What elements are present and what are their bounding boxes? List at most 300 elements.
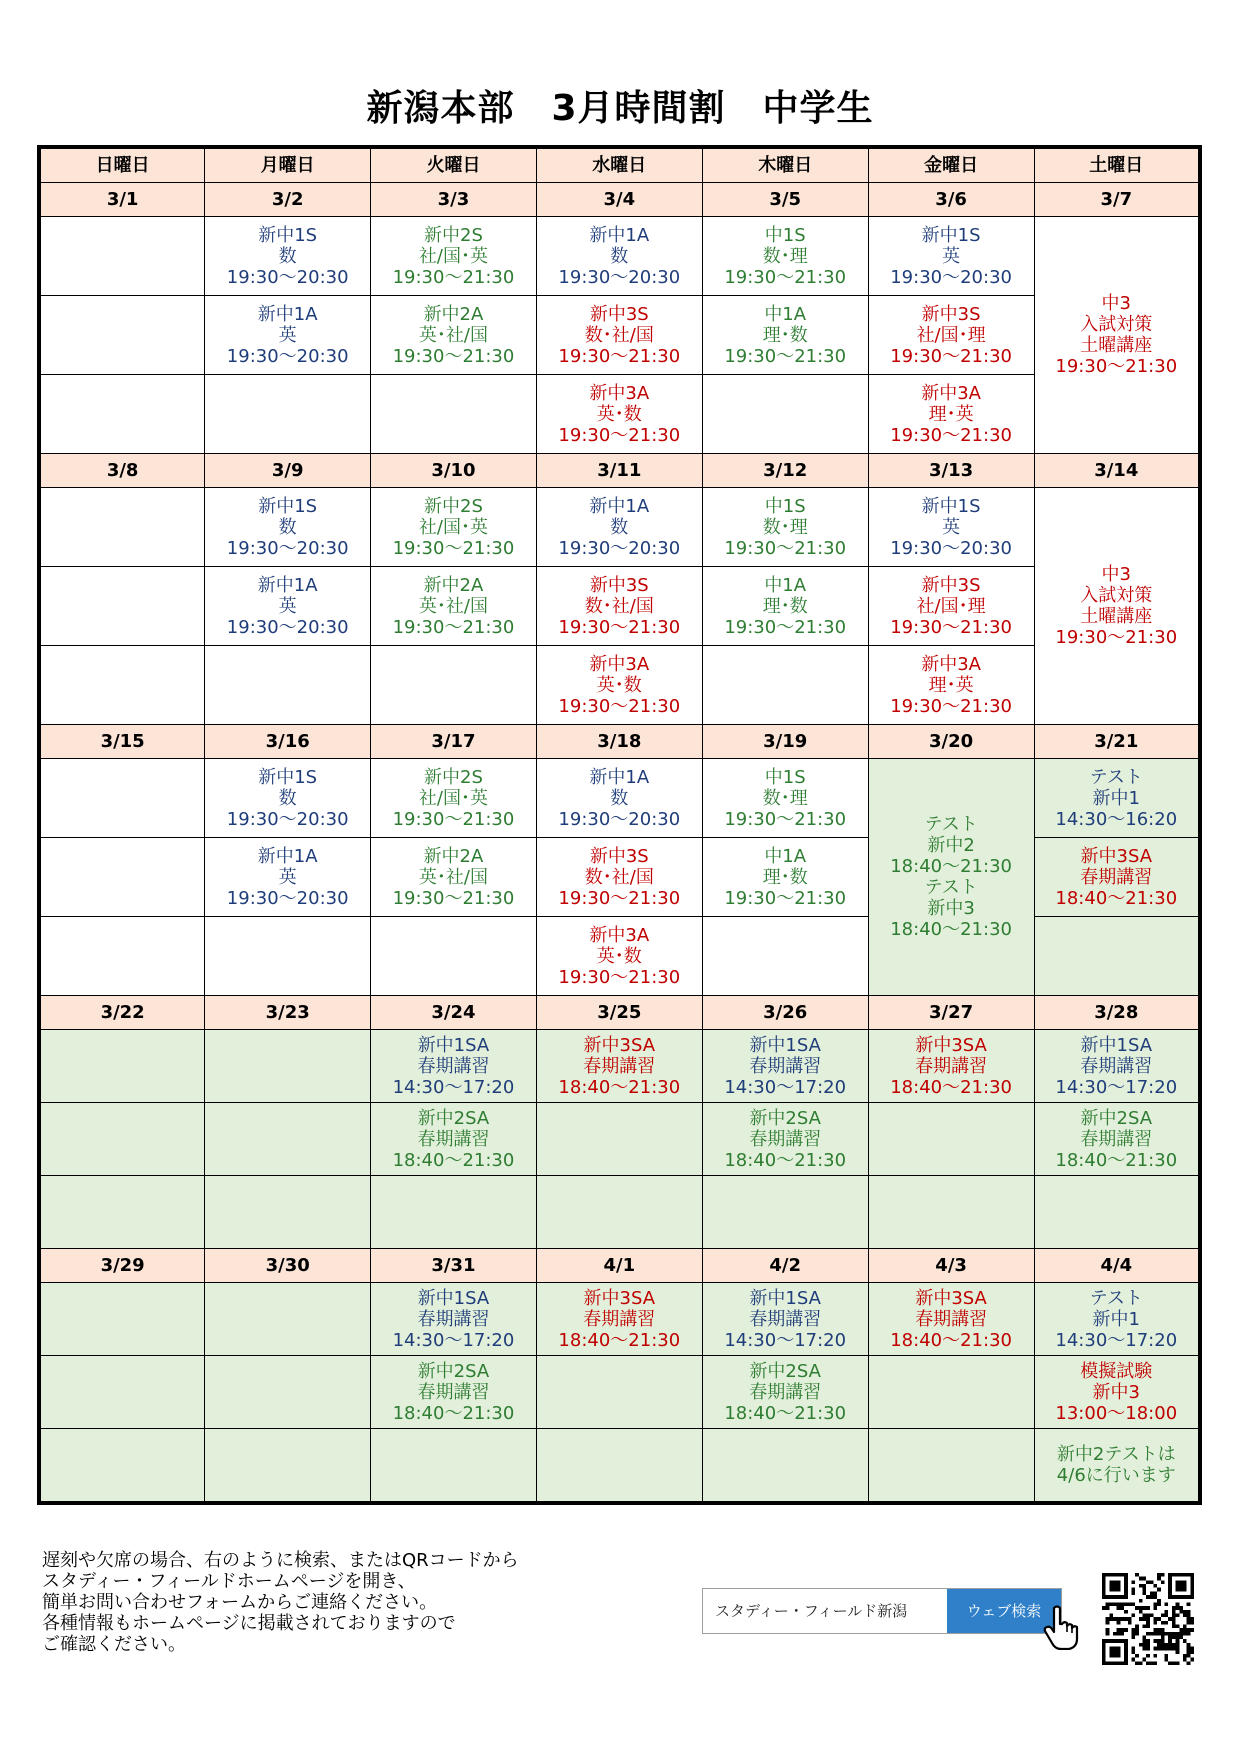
class-entry-line: 新中2S (424, 495, 483, 517)
class-cell (1034, 488, 1200, 725)
class-cell (536, 1283, 702, 1356)
date-cell: 3/12 (702, 454, 868, 488)
date-cell: 3/4 (536, 183, 702, 217)
class-entry-line: 新中2A (423, 845, 484, 867)
class-entry (1035, 1035, 1198, 1098)
class-entry-line: 新中1S (258, 495, 318, 517)
class-entry (537, 1288, 702, 1351)
date-cell: 3/14 (1034, 454, 1200, 488)
class-entry-line: 新中1SA (417, 1287, 490, 1309)
class-entry-line: 19:30〜21:30 (724, 887, 847, 909)
class-cell (868, 296, 1034, 375)
class-cell (205, 567, 371, 646)
class-entry-line: 19:30〜20:30 (890, 266, 1012, 288)
class-entry (537, 654, 702, 717)
class-cell (371, 1103, 537, 1176)
class-cell (371, 217, 537, 296)
class-cell (371, 917, 537, 996)
class-entry-line: 数 (610, 245, 629, 267)
date-cell: 3/22 (39, 996, 205, 1030)
class-entry (537, 383, 702, 446)
date-cell: 3/13 (868, 454, 1034, 488)
date-cell: 3/15 (39, 725, 205, 759)
class-cell (536, 759, 702, 838)
class-entry-line: 18:40〜21:30 (724, 1402, 847, 1424)
class-entry-line: 数 (278, 516, 297, 538)
class-entry-line: 春期講習 (749, 1308, 822, 1330)
class-cell (868, 1356, 1034, 1429)
footer-line: ご確認ください。 (42, 1634, 186, 1655)
class-entry-line: 19:30〜21:30 (890, 695, 1012, 717)
class-entry-line: 18:40〜21:30 (558, 1329, 681, 1351)
class-entry-line: 19:30〜20:30 (226, 345, 349, 367)
class-entry-line: 19:30〜21:30 (724, 345, 847, 367)
class-cell (371, 567, 537, 646)
date-cell: 3/6 (868, 183, 1034, 217)
class-entry-line: 新中2S (424, 224, 483, 246)
class-entry-line: 理･英 (928, 403, 974, 425)
class-entry (869, 654, 1034, 717)
class-cell (702, 1429, 868, 1504)
class-entry-line: 19:30〜21:30 (558, 887, 681, 909)
class-cell (1034, 1356, 1200, 1429)
date-cell: 3/17 (371, 725, 537, 759)
class-cell (868, 1176, 1034, 1249)
class-entry (371, 767, 536, 830)
class-cell (205, 646, 371, 725)
class-entry-line: 新中3S (589, 845, 649, 867)
weekday-header: 火曜日 (371, 147, 537, 183)
class-entry-line: テスト (1089, 1287, 1143, 1309)
class-cell (868, 567, 1034, 646)
class-cell (39, 567, 205, 646)
date-cell: 4/3 (868, 1249, 1034, 1283)
class-entry-line: 英･社/国 (418, 595, 488, 617)
class-entry-line: 新中3SA (1080, 845, 1153, 867)
class-entry-line: 春期講習 (1080, 1128, 1153, 1150)
class-cell (39, 1429, 205, 1504)
class-entry (371, 575, 536, 638)
class-entry-line: 19:30〜21:30 (890, 345, 1012, 367)
class-entry (869, 225, 1034, 288)
class-entry-line: 春期講習 (749, 1128, 822, 1150)
class-entry-line: 理･数 (762, 595, 808, 617)
class-cell (205, 1429, 371, 1504)
class-entry (537, 304, 702, 367)
class-entry-line: 新中1S (921, 495, 981, 517)
class-entry-line: 春期講習 (417, 1055, 490, 1077)
class-cell (1034, 917, 1200, 996)
timetable (37, 145, 1202, 1505)
class-cell (868, 375, 1034, 454)
class-entry-line: 19:30〜21:30 (392, 537, 515, 559)
class-entry-line: 19:30〜20:30 (890, 537, 1012, 559)
date-cell: 3/31 (371, 1249, 537, 1283)
class-cell (702, 759, 868, 838)
class-entry (537, 1035, 702, 1098)
class-cell (536, 646, 702, 725)
class-entry-line: 19:30〜20:30 (558, 266, 681, 288)
class-entry-line: 数･理 (762, 516, 808, 538)
class-cell (205, 296, 371, 375)
class-entry-line: 19:30〜20:30 (558, 537, 681, 559)
class-entry-line: 19:30〜21:30 (392, 616, 515, 638)
class-entry-line: 新中2SA (749, 1360, 821, 1382)
class-cell (702, 217, 868, 296)
class-entry-line: 英 (942, 245, 961, 267)
class-entry (703, 1035, 868, 1098)
class-entry-line: 英･社/国 (418, 866, 488, 888)
date-cell: 3/3 (371, 183, 537, 217)
class-entry-line: 19:30〜21:30 (724, 808, 847, 830)
class-cell (702, 567, 868, 646)
class-entry-line: 春期講習 (915, 1055, 988, 1077)
class-cell (371, 296, 537, 375)
class-entry-line: 英･社/国 (418, 324, 488, 346)
class-cell (868, 488, 1034, 567)
class-entry (371, 1361, 536, 1424)
date-cell: 3/7 (1034, 183, 1200, 217)
class-entry-line: 新中3 (1092, 1381, 1140, 1403)
class-cell (39, 296, 205, 375)
class-entry-line: 数･理 (762, 787, 808, 809)
class-entry-line: 春期講習 (749, 1381, 822, 1403)
class-entry-line: 19:30〜21:30 (1055, 627, 1178, 648)
class-cell (1034, 1283, 1200, 1356)
class-cell (205, 838, 371, 917)
class-entry-line: 数 (278, 787, 297, 809)
class-cell (39, 646, 205, 725)
class-entry-line: 新中2SA (417, 1107, 490, 1129)
class-entry-line: 英･数 (596, 945, 642, 967)
class-cell (205, 1356, 371, 1429)
class-entry-line: 英 (942, 516, 961, 538)
class-cell (1034, 838, 1200, 917)
weekday-header: 木曜日 (702, 147, 868, 183)
class-entry (1035, 1361, 1198, 1424)
class-entry (703, 846, 868, 909)
class-cell (1034, 1176, 1200, 1249)
class-cell (536, 1429, 702, 1504)
class-entry-line: 新中1A (257, 845, 318, 867)
class-entry (1035, 564, 1198, 648)
class-cell (1034, 759, 1200, 838)
class-entry-line: 19:30〜21:30 (558, 966, 681, 988)
class-cell (371, 1429, 537, 1504)
class-entry-line: 18:40〜21:30 (890, 919, 1012, 940)
class-entry-line: 19:30〜21:30 (558, 616, 681, 638)
class-entry-line: 14:30〜17:20 (392, 1076, 515, 1098)
class-entry (703, 304, 868, 367)
weekday-header: 金曜日 (868, 147, 1034, 183)
class-cell (1034, 1429, 1200, 1504)
search-box[interactable] (702, 1588, 1062, 1634)
class-entry-line: 英･数 (596, 674, 642, 696)
class-cell (536, 838, 702, 917)
date-cell: 3/21 (1034, 725, 1200, 759)
search-input[interactable]: スタディー・フィールド新潟 (715, 1602, 908, 1620)
class-entry-line: 模擬試験 (1080, 1360, 1153, 1382)
class-entry (869, 496, 1034, 559)
class-entry-line: 新中1S (258, 766, 318, 788)
class-entry (371, 304, 536, 367)
class-entry-line: 19:30〜21:30 (1055, 356, 1178, 377)
class-cell (868, 646, 1034, 725)
date-cell: 3/29 (39, 1249, 205, 1283)
class-entry-line: 中3 (1101, 293, 1131, 314)
class-cell (39, 488, 205, 567)
class-cell (39, 1356, 205, 1429)
class-entry-line: 新中1SA (417, 1034, 490, 1056)
class-entry (371, 1288, 536, 1351)
class-entry-line: 14:30〜17:20 (1055, 1329, 1178, 1351)
class-cell (868, 1283, 1034, 1356)
date-cell: 3/24 (371, 996, 537, 1030)
class-entry (205, 575, 370, 638)
class-cell (702, 375, 868, 454)
class-entry (371, 846, 536, 909)
class-entry-line: テスト (1089, 766, 1143, 788)
class-cell (39, 917, 205, 996)
footer-note (42, 1550, 519, 1655)
class-entry-line: 19:30〜21:30 (558, 345, 681, 367)
class-cell (702, 1356, 868, 1429)
class-entry-line: 新中3S (921, 574, 981, 596)
class-entry-line: 18:40〜21:30 (392, 1149, 515, 1171)
date-cell: 3/23 (205, 996, 371, 1030)
class-cell (205, 488, 371, 567)
class-entry (1035, 846, 1198, 909)
class-entry-line: 理･数 (762, 866, 808, 888)
class-entry (371, 1108, 536, 1171)
class-cell (536, 296, 702, 375)
class-cell (702, 1103, 868, 1176)
class-entry (703, 225, 868, 288)
class-entry (1035, 1288, 1198, 1351)
class-entry (703, 1108, 868, 1171)
class-entry-line: 新中3A (589, 924, 650, 946)
class-cell (39, 1176, 205, 1249)
class-entry-line: 理･英 (928, 674, 974, 696)
class-entry (537, 496, 702, 559)
class-cell (536, 217, 702, 296)
class-cell (536, 488, 702, 567)
weekday-header: 水曜日 (536, 147, 702, 183)
class-cell (536, 375, 702, 454)
class-entry (537, 575, 702, 638)
class-entry (537, 846, 702, 909)
class-entry-line: 新中2A (423, 574, 484, 596)
class-entry (205, 225, 370, 288)
class-entry-line: 社/国･理 (916, 595, 986, 617)
class-entry-line: 19:30〜20:30 (558, 808, 681, 830)
class-cell (371, 488, 537, 567)
class-entry (537, 925, 702, 988)
class-entry-line: 新中2SA (749, 1107, 821, 1129)
class-cell (702, 296, 868, 375)
class-entry-line: 新中3S (589, 303, 649, 325)
class-entry (1035, 293, 1198, 377)
class-entry-line: 新中1 (1092, 1308, 1140, 1330)
class-entry-line: 春期講習 (583, 1308, 656, 1330)
class-entry-line: 新中3SA (915, 1287, 987, 1309)
date-cell: 3/30 (205, 1249, 371, 1283)
class-entry-line: 19:30〜20:30 (226, 887, 349, 909)
class-entry-line: 新中3SA (915, 1034, 987, 1056)
class-entry-line: 新中1A (589, 224, 650, 246)
class-entry-line: 中1A (764, 845, 807, 867)
date-cell: 3/2 (205, 183, 371, 217)
class-entry-line: 数･社/国 (584, 866, 654, 888)
class-cell (371, 646, 537, 725)
class-cell (702, 917, 868, 996)
weekday-header: 月曜日 (205, 147, 371, 183)
class-cell (868, 759, 1034, 996)
class-entry (869, 1288, 1034, 1351)
class-entry-line: 19:30〜20:30 (226, 537, 349, 559)
class-entry-line: 4/6に行います (1056, 1465, 1176, 1486)
class-cell (205, 217, 371, 296)
footer-line: 遅刻や欠席の場合、右のように検索、またはQRコードから (42, 1550, 519, 1571)
class-entry-line: 18:40〜21:30 (890, 1076, 1012, 1098)
class-entry (1035, 767, 1198, 830)
date-cell: 3/18 (536, 725, 702, 759)
class-cell (536, 1176, 702, 1249)
pointer-hand-icon (1040, 1602, 1088, 1650)
class-entry-line: 18:40〜21:30 (558, 1076, 681, 1098)
class-cell (536, 1103, 702, 1176)
class-cell (205, 1103, 371, 1176)
class-cell (371, 1030, 537, 1103)
class-cell (371, 838, 537, 917)
class-entry-line: 春期講習 (1080, 866, 1153, 888)
class-entry-line: 19:30〜21:30 (558, 695, 681, 717)
class-entry (703, 767, 868, 830)
class-entry-line: 新中2 (927, 835, 975, 856)
class-entry-line: 新中3SA (583, 1034, 656, 1056)
class-entry-line: 19:30〜21:30 (558, 424, 681, 446)
class-cell (702, 1283, 868, 1356)
class-cell (205, 1030, 371, 1103)
class-cell (39, 375, 205, 454)
class-entry-line: 14:30〜17:20 (1055, 1076, 1178, 1098)
class-cell (371, 759, 537, 838)
date-cell: 3/10 (371, 454, 537, 488)
date-cell: 3/25 (536, 996, 702, 1030)
class-cell (1034, 217, 1200, 454)
class-cell (371, 1356, 537, 1429)
class-cell (702, 1176, 868, 1249)
class-entry-line: 入試対策 (1080, 314, 1153, 335)
class-entry-line: 新中1A (257, 303, 318, 325)
class-entry-line: 新中1SA (749, 1287, 821, 1309)
class-entry-line: 新中1SA (1080, 1034, 1153, 1056)
class-entry-line: 新中2テストは (1056, 1444, 1176, 1465)
class-entry-line: 19:30〜20:30 (226, 266, 349, 288)
class-entry-line: 春期講習 (417, 1128, 490, 1150)
class-entry-line: 18:40〜21:30 (724, 1149, 847, 1171)
class-entry-line: 新中3A (921, 653, 981, 675)
footer-line: 簡単お問い合わせフォームからご連絡ください。 (42, 1592, 438, 1613)
class-entry-line: 14:30〜17:20 (724, 1329, 847, 1351)
class-entry (869, 814, 1034, 940)
class-entry (537, 225, 702, 288)
class-entry-line: テスト (924, 814, 978, 835)
class-entry-line: 中3 (1101, 564, 1131, 585)
class-entry-line: テスト (924, 877, 978, 898)
class-entry-line: 18:40〜21:30 (1055, 1149, 1178, 1171)
class-cell (205, 1176, 371, 1249)
class-entry-line: 春期講習 (417, 1308, 490, 1330)
class-entry-line: 新中2SA (1080, 1107, 1153, 1129)
class-entry-line: 新中1 (1092, 787, 1140, 809)
class-cell (868, 1103, 1034, 1176)
class-cell (39, 759, 205, 838)
class-cell (702, 646, 868, 725)
web-search-button[interactable]: ウェブ検索 (947, 1589, 1061, 1633)
class-entry (703, 1288, 868, 1351)
class-entry-line: 春期講習 (417, 1381, 490, 1403)
class-entry-line: 新中1SA (749, 1034, 821, 1056)
class-entry-line: 新中1S (921, 224, 981, 246)
class-entry (869, 575, 1034, 638)
class-entry-line: 英 (278, 324, 297, 346)
class-entry-line: 新中1A (589, 766, 650, 788)
class-entry-line: 英 (278, 866, 297, 888)
class-entry-line: 19:30〜21:30 (392, 887, 515, 909)
class-cell (371, 1283, 537, 1356)
class-cell (702, 838, 868, 917)
class-entry-line: 新中3S (921, 303, 981, 325)
class-entry-line: 社/国･英 (418, 245, 488, 267)
date-cell: 3/19 (702, 725, 868, 759)
class-entry-line: 英 (278, 595, 297, 617)
date-cell: 3/1 (39, 183, 205, 217)
class-entry-line: 春期講習 (749, 1055, 822, 1077)
date-cell: 3/28 (1034, 996, 1200, 1030)
class-cell (868, 1030, 1034, 1103)
class-entry (869, 304, 1034, 367)
class-entry-line: 19:30〜21:30 (724, 537, 847, 559)
class-cell (536, 1356, 702, 1429)
class-entry-line: 19:30〜21:30 (392, 808, 515, 830)
class-entry-line: 数 (610, 787, 629, 809)
class-entry-line: 社/国･英 (418, 516, 488, 538)
class-cell (868, 217, 1034, 296)
class-cell (1034, 1103, 1200, 1176)
class-entry-line: 19:30〜21:30 (392, 266, 515, 288)
footer-line: 各種情報もホームページに掲載されておりますので (42, 1613, 456, 1634)
class-entry-line: 新中2SA (417, 1360, 490, 1382)
class-entry (537, 767, 702, 830)
class-cell (39, 838, 205, 917)
date-cell: 4/1 (536, 1249, 702, 1283)
class-entry-line: 14:30〜17:20 (724, 1076, 847, 1098)
class-entry-line: 英･数 (596, 403, 642, 425)
class-entry-line: 春期講習 (583, 1055, 656, 1077)
class-entry-line: 18:40〜21:30 (392, 1402, 515, 1424)
date-cell: 3/16 (205, 725, 371, 759)
class-entry (371, 496, 536, 559)
date-cell: 3/9 (205, 454, 371, 488)
class-entry (1035, 1108, 1198, 1171)
class-entry (869, 383, 1034, 446)
class-entry (869, 1035, 1034, 1098)
class-entry (703, 496, 868, 559)
class-entry-line: 社/国･理 (916, 324, 986, 346)
class-entry-line: 19:30〜21:30 (890, 616, 1012, 638)
class-entry-line: 春期講習 (1080, 1055, 1153, 1077)
